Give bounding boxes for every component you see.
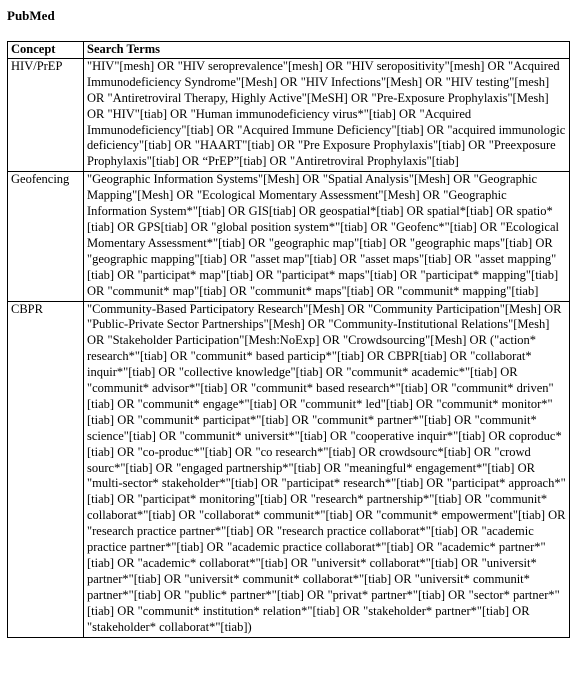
header-concept: Concept xyxy=(8,42,84,59)
concept-cell: HIV/PrEP xyxy=(8,58,84,171)
concept-cell: Geofencing xyxy=(8,172,84,301)
table-row xyxy=(8,172,570,301)
search-terms-cell: "Geographic Information Systems"[Mesh] OR "Spatial Analysis"[Mesh] OR "Geographic Mapping"[Mesh] OR "Ecological Momentary Assessment"[Mesh] OR "Geographic Information System*"[tiab] OR GIS[tiab] OR geospatial*[tiab] OR spatial*[tiab] OR spatio*[tiab] OR GPS[tiab] OR "global position system*"[tiab] OR "Geofenc*"[tiab] OR "Ecological Momentary Assessment*"[tiab] OR "geographic map"[tiab] OR "geographic maps"[tiab] OR "geographic mapping"[tiab] OR "asset map"[tiab] OR "asset maps"[tiab] OR "asset mapping"[tiab] OR "participat* map"[tiab] OR "participat* maps"[tiab] OR "participat* mapping"[tiab] OR "communit* map"[tiab] OR "communit* maps"[tiab] OR "communit* mapping"[tiab] xyxy=(84,172,570,301)
search-terms-cell: "HIV"[mesh] OR "HIV seroprevalence"[mesh] OR "HIV seropositivity"[mesh] OR "Acquired Immunodeficiency Syndrome"[Mesh] OR "HIV Infections"[Mesh] OR "HIV testing"[mesh] OR "Antiretroviral Therapy, Highly Active"[MeSH] OR "Pre-Exposure Prophylaxis"[Mesh] OR "HIV"[tiab] OR "Human immunodeficiency virus*"[tiab] OR "Acquired Immunodeficiency"[tiab] OR "Acquired Immune Deficiency"[tiab] OR "acquired immunologic deficiency"[tiab] OR "HAART"[tiab] OR "Pre Exposure Prophylaxis"[tiab] OR "Preexposure Prophylaxis"[tiab] OR “PrEP”[tiab] OR "Antiretroviral Prophylaxis"[tiab] xyxy=(84,58,570,171)
table-header-row xyxy=(8,42,570,59)
table-row xyxy=(8,301,570,637)
header-search-terms: Search Terms xyxy=(84,42,570,59)
table-row xyxy=(8,58,570,171)
search-terms-table xyxy=(7,41,570,638)
concept-cell: CBPR xyxy=(8,301,84,637)
database-heading: PubMed xyxy=(7,8,55,23)
search-terms-cell: "Community-Based Participatory Research"[Mesh] OR "Community Participation"[Mesh] OR "Public-Private Sector Partnerships"[Mesh] OR "Community-Institutional Relations"[Mesh] OR "Stakeholder Participation"[Mesh:NoExp] OR "Crowdsourcing"[Mesh] OR ("action* research*"[tiab] OR "communit* based particip*"[tiab] OR CBPR[tiab] OR "collaborat* inquir*"[tiab] OR "collective knowledge"[tiab] OR "communit* academic*"[tiab] OR "communit* advisor*"[tiab] OR "communit* based research*"[tiab] OR "communit* driven"[tiab] OR "communit* engage*"[tiab] OR "communit* led"[tiab] OR "communit* monitor*"[tiab] OR "communit* participat*"[tiab] OR "communit* partner*"[tiab] OR "communit* science"[tiab] OR "communit* universit*"[tiab] OR "cooperative inquir*"[tiab] OR coproduc*[tiab] OR "co-produc*"[tiab] OR "co research*"[tiab] OR crowdsourc*[tiab] OR "crowd sourc*"[tiab] OR "engaged partnership*"[tiab] OR "meaningful* engagement*"[tiab] OR "multi-sector* stakeholder*"[tiab] OR "participat* research*"[tiab] OR "participat* approach*"[tiab] OR "participat* monitoring"[tiab] OR "research* partnership*"[tiab] OR "communit* collaborat*"[tiab] OR "collaborat* communit*"[tiab] OR "communit* empowerment"[tiab] OR "research practice partner*"[tiab] OR "research practice collaborat*"[tiab] OR "academic practice partner*"[tiab] OR "academic practice collaborat*"[tiab] OR "academic* partner*"[tiab] OR "academic* collaborat*"[tiab] OR "universit* collaborat*"[tiab] OR "universit* partner*"[tiab] OR "universit* communit* collaborat*"[tiab] OR "universit* communit* partner*"[tiab] OR "public* partner*"[tiab] OR "privat* partner*"[tiab] OR "sector* partner*"[tiab] OR "communit* institution* relation*"[tiab] OR "stakeholder* partner*"[tiab] OR "stakeholder* collaborat*"[tiab]) xyxy=(84,301,570,637)
